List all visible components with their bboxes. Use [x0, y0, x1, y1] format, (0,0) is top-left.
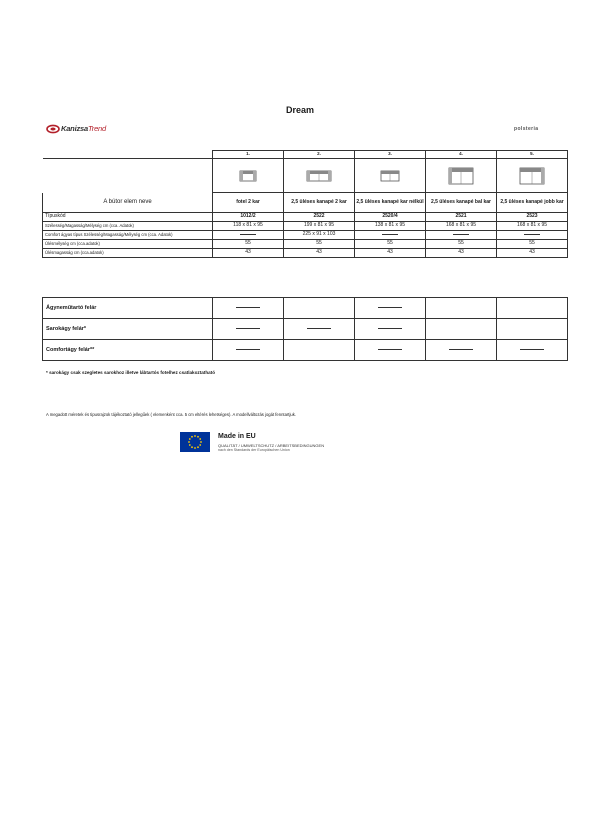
product-name: 2,5 üléses kanapé 2 kar: [284, 193, 355, 213]
column-number: 3.: [355, 151, 426, 159]
surcharge-cell: [213, 298, 284, 319]
kanizsatrend-logo-icon: [46, 124, 60, 134]
product-name: 2,5 üléses kanapé bal kar: [426, 193, 497, 213]
surcharge-cell: [284, 319, 355, 340]
sofa-right-arm-icon: [519, 167, 545, 185]
disclaimer-text: A megadott méretek és tipusrajzok tájékoztató jellegűek ( elemenként cca. 5 cm eltérés lehetséges). A modellváltozás jogát fenntartjuk.: [46, 412, 296, 417]
sofa-no-arm-icon: [380, 169, 400, 183]
surcharge-cell: [213, 319, 284, 340]
spec-table: [42, 150, 568, 258]
type-code: 2522: [284, 213, 355, 222]
surcharge-cell: [355, 298, 426, 319]
dimension-value: 118 x 81 x 95: [213, 222, 284, 231]
not-available-dash: [307, 328, 331, 329]
surcharge-cell: [426, 319, 497, 340]
not-available-dash: [378, 307, 402, 308]
surcharge-cell: [213, 340, 284, 361]
not-available-dash: [382, 234, 398, 235]
type-code: 2523: [497, 213, 568, 222]
surcharge-label-corner: Sarokágy felár*: [43, 319, 213, 340]
surcharge-table: [42, 297, 568, 361]
dimension-value: 168 x 81 x 95: [497, 222, 568, 231]
not-available-dash: [240, 234, 256, 235]
surcharge-cell: [355, 340, 426, 361]
comfort-value: [355, 231, 426, 240]
made-in-eu-subtitle: QUALITÄT / UMWELTSCHUTZ / ARBEITSBEDINGUNGEN: [218, 443, 325, 448]
surcharge-cell: [497, 340, 568, 361]
column-number: 5.: [497, 151, 568, 159]
dimension-value: 199 x 81 x 95: [284, 222, 355, 231]
seat-depth-value: 55: [497, 240, 568, 249]
product-name: fotel 2 kar: [213, 193, 284, 213]
seat-height-value: 43: [355, 249, 426, 258]
not-available-dash: [236, 328, 260, 329]
row-label-name: A bútor elem neve: [43, 193, 213, 213]
comfort-value: 225 x 91 x 103: [284, 231, 355, 240]
comfort-value: [497, 231, 568, 240]
seat-depth-value: 55: [355, 240, 426, 249]
not-available-dash: [236, 349, 260, 350]
seat-depth-value: 55: [284, 240, 355, 249]
surcharge-cell: [497, 298, 568, 319]
seat-depth-value: 55: [426, 240, 497, 249]
not-available-dash: [520, 349, 544, 350]
column-number: 4.: [426, 151, 497, 159]
surcharge-label-storage: Ágyneműtartó felár: [43, 298, 213, 319]
surcharge-cell: [284, 340, 355, 361]
seat-height-value: 43: [213, 249, 284, 258]
column-number: 2.: [284, 151, 355, 159]
row-label-type: Típuskód: [43, 213, 213, 222]
type-code: 2520/4: [355, 213, 426, 222]
not-available-dash: [524, 234, 540, 235]
corner-bed-footnote: * sarokágy csak szegletes sarokhoz illetve lábtartós fotelhez csatlakoztatható: [46, 370, 216, 375]
comfort-value: [213, 231, 284, 240]
dimension-value: 138 x 81 x 95: [355, 222, 426, 231]
sofa-icon: [306, 169, 332, 183]
surcharge-cell: [426, 340, 497, 361]
column-number: 1.: [213, 151, 284, 159]
not-available-dash: [453, 234, 469, 235]
row-label-dimensions: Szélesség/Magasság/Mélység cm (cca. Adatok): [43, 222, 213, 231]
product-name: 2,5 üléses kanapé jobb kar: [497, 193, 568, 213]
surcharge-cell: [355, 319, 426, 340]
partner-logo: polsteria: [514, 126, 539, 132]
seat-height-value: 43: [426, 249, 497, 258]
not-available-dash: [449, 349, 473, 350]
made-in-eu-title: Made in EU: [218, 433, 256, 440]
surcharge-cell: [426, 298, 497, 319]
not-available-dash: [378, 328, 402, 329]
product-name: 2,5 üléses kanapé kar nélkül: [355, 193, 426, 213]
seat-depth-value: 55: [213, 240, 284, 249]
row-label-seat-depth: Ülésmélység cm (cca.adatok): [43, 240, 213, 249]
comfort-value: [426, 231, 497, 240]
row-label-seat-height: Ülésmagasság cm (cca.adatok): [43, 249, 213, 258]
seat-height-value: 43: [497, 249, 568, 258]
not-available-dash: [378, 349, 402, 350]
type-code: 1012/2: [213, 213, 284, 222]
surcharge-cell: [284, 298, 355, 319]
surcharge-label-comfort: Comfortágy felár**: [43, 340, 213, 361]
eu-flag-icon: [180, 432, 210, 452]
sofa-left-arm-icon: [448, 167, 474, 185]
armchair-icon: [239, 169, 257, 183]
not-available-dash: [236, 307, 260, 308]
brand-logo-text: KanizsaTrend: [61, 124, 106, 133]
made-in-eu-note: nach den Standards der Europäischen Union: [218, 448, 290, 452]
dimension-value: 168 x 81 x 95: [426, 222, 497, 231]
type-code: 2521: [426, 213, 497, 222]
page-title: Dream: [285, 105, 314, 115]
row-label-comfort: Comfort ágyas típus Szélesség/Magasság/Mélység cm (cca. Adatok): [43, 231, 213, 240]
seat-height-value: 43: [284, 249, 355, 258]
surcharge-cell: [497, 319, 568, 340]
